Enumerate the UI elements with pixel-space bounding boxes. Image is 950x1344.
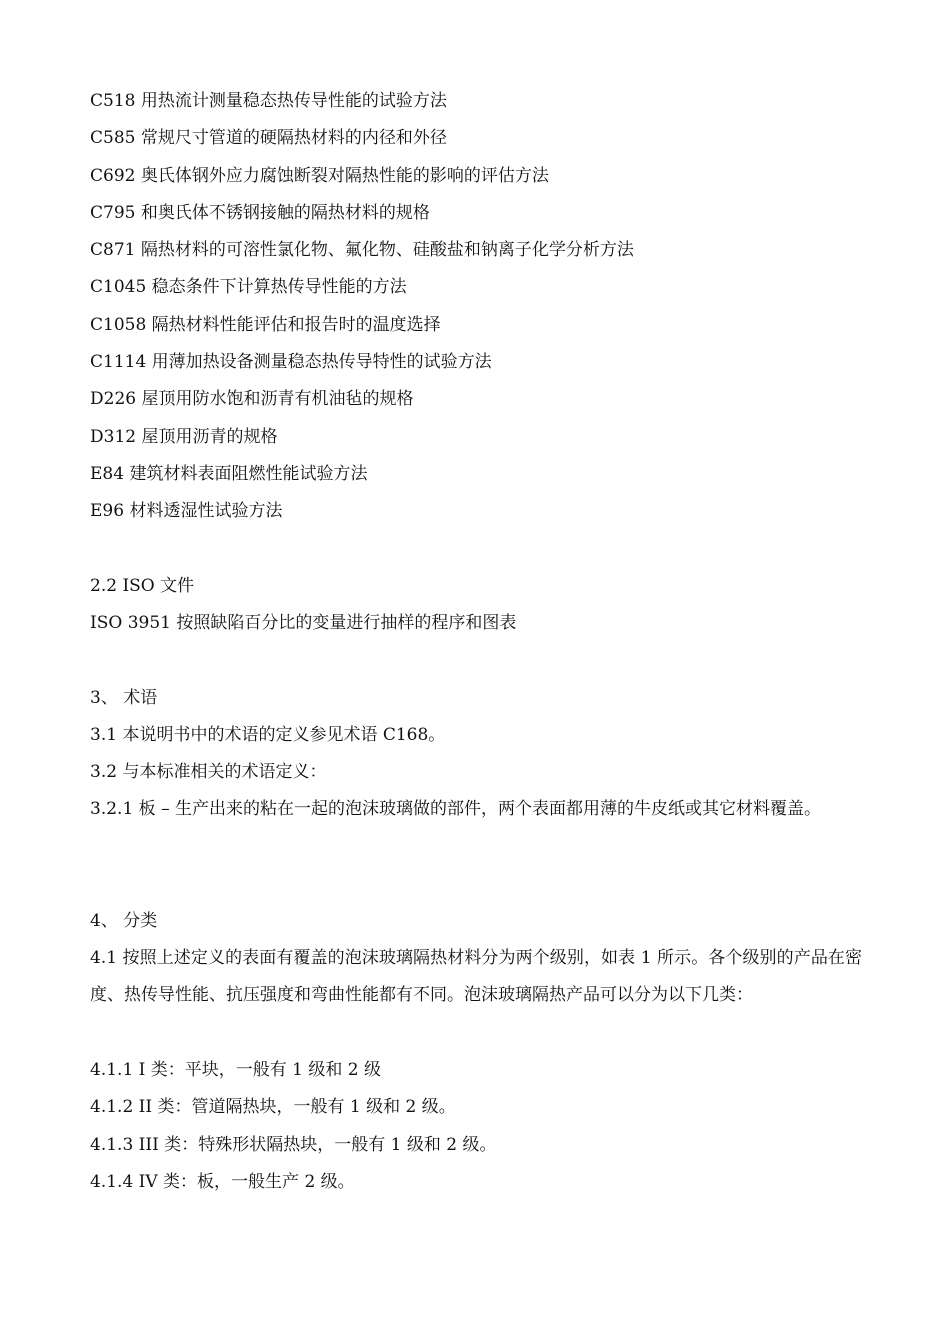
reference-item: C1045 稳态条件下计算热传导性能的方法 (90, 277, 407, 297)
reference-item: C585 常规尺寸管道的硬隔热材料的内径和外径 (90, 128, 447, 148)
reference-item: C692 奥氏体钢外应力腐蚀断裂对隔热性能的影响的评估方法 (90, 166, 549, 186)
paragraph: 3.2.1 板 – 生产出来的粘在一起的泡沫玻璃做的部件，两个表面都用薄的牛皮纸或其它材料覆盖。 (90, 799, 821, 819)
reference-item: D312 屋顶用沥青的规格 (90, 427, 278, 447)
reference-item: C1058 隔热材料性能评估和报告时的温度选择 (90, 315, 441, 335)
list-item: 4.1.4 IV 类：板，一般生产 2 级。 (90, 1172, 355, 1192)
list-item: 4.1.3 III 类：特殊形状隔热块，一般有 1 级和 2 级。 (90, 1135, 497, 1155)
reference-item: E96 材料透湿性试验方法 (90, 501, 283, 521)
reference-item: E84 建筑材料表面阻燃性能试验方法 (90, 464, 368, 484)
section-heading: 2.2 ISO 文件 (90, 576, 195, 596)
paragraph: 3.2 与本标准相关的术语定义： (90, 762, 327, 782)
list-item: 4.1.2 II 类：管道隔热块，一般有 1 级和 2 级。 (90, 1097, 456, 1117)
section-heading: 3、 术语 (90, 688, 158, 708)
list-item: 4.1.1 I 类：平块，一般有 1 级和 2 级 (90, 1060, 382, 1080)
reference-item: C1114 用薄加热设备测量稳态热传导特性的试验方法 (90, 352, 492, 372)
paragraph: 4.1 按照上述定义的表面有覆盖的泡沫玻璃隔热材料分为两个级别，如表 1 所示。各个级别的产品在密度、热传导性能、抗压强度和弯曲性能都有不同。泡沫玻璃隔热产品可以分为以下几类： (90, 948, 862, 1005)
section-heading: 4、 分类 (90, 911, 158, 931)
reference-item: C518 用热流计测量稳态热传导性能的试验方法 (90, 91, 447, 111)
reference-item: ISO 3951 按照缺陷百分比的变量进行抽样的程序和图表 (90, 613, 517, 633)
paragraph: 3.1 本说明书中的术语的定义参见术语 C168。 (90, 725, 446, 745)
reference-item: C871 隔热材料的可溶性氯化物、氟化物、硅酸盐和钠离子化学分析方法 (90, 240, 634, 260)
reference-item: D226 屋顶用防水饱和沥青有机油毡的规格 (90, 389, 414, 409)
reference-item: C795 和奥氏体不锈钢接触的隔热材料的规格 (90, 203, 430, 223)
